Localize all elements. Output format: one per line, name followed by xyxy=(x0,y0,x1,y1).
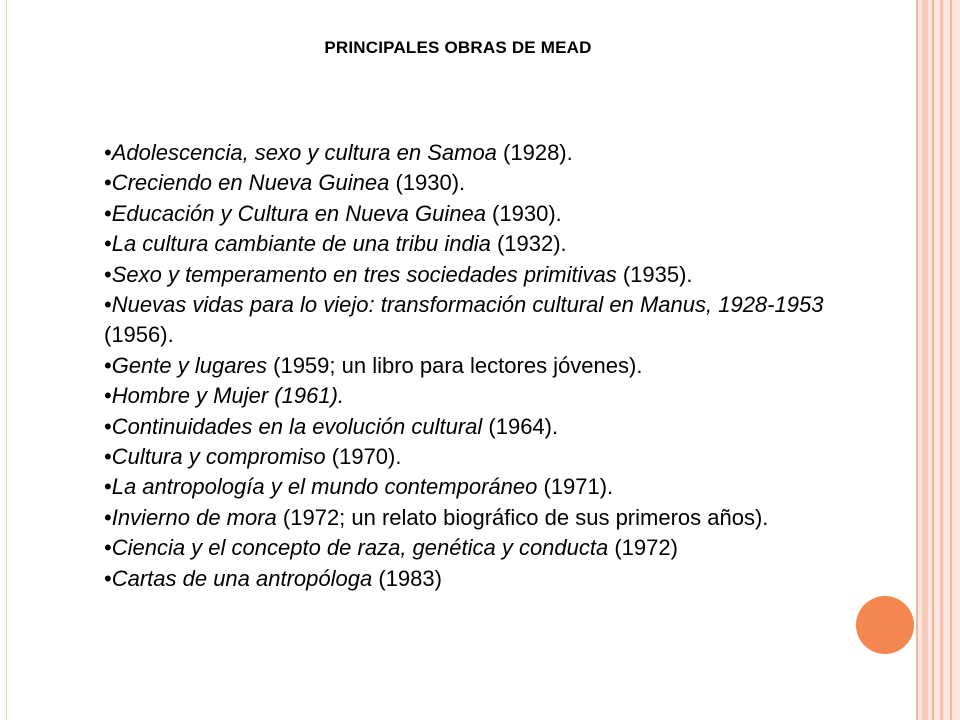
work-item xyxy=(104,229,844,259)
work-details: (1983) xyxy=(372,565,442,591)
work-title: La antropología y el mundo contemporáneo xyxy=(111,474,538,500)
work-details: (1972; un relato biográfico de sus primeros años). xyxy=(276,504,769,530)
work-item xyxy=(104,168,844,198)
work-title: Cartas de una antropóloga xyxy=(111,565,373,591)
works-list xyxy=(104,138,844,594)
work-title: La cultura cambiante de una tribu india xyxy=(111,231,491,257)
work-details: (1930). xyxy=(485,200,562,226)
work-item xyxy=(104,533,844,563)
bullet: • xyxy=(104,383,112,409)
bullet: • xyxy=(104,535,112,561)
decorative-stripe xyxy=(950,0,952,720)
bullet: • xyxy=(104,565,112,591)
work-item xyxy=(104,472,844,502)
decorative-stripe xyxy=(916,0,918,720)
work-title: Hombre y Mujer (1961). xyxy=(111,383,345,409)
work-details: (1935). xyxy=(616,261,693,287)
bullet: • xyxy=(104,261,112,287)
work-item xyxy=(104,260,844,290)
decorative-stripe xyxy=(940,0,943,720)
work-title: Invierno de mora xyxy=(111,504,277,530)
bullet: • xyxy=(104,292,112,318)
work-details: (1970). xyxy=(325,444,402,470)
bullet: • xyxy=(104,474,112,500)
decorative-stripe xyxy=(922,0,928,720)
work-item xyxy=(104,199,844,229)
work-item xyxy=(104,412,844,442)
bullet: • xyxy=(104,504,112,530)
bullet: • xyxy=(104,170,112,196)
decorative-stripe xyxy=(932,0,934,720)
work-title: Adolescencia, sexo y cultura en Samoa xyxy=(111,140,497,165)
work-item xyxy=(104,290,844,351)
work-title: Continuidades en la evolución cultural xyxy=(111,413,483,439)
work-item xyxy=(104,503,844,533)
orange-circle-decoration xyxy=(856,596,914,654)
work-title: Gente y lugares xyxy=(111,352,268,378)
work-details: (1972) xyxy=(608,535,678,561)
work-item xyxy=(104,381,844,411)
bullet: • xyxy=(104,200,112,226)
bullet: • xyxy=(104,140,112,165)
work-item xyxy=(104,138,844,168)
left-border-line xyxy=(6,0,7,720)
work-title: Nuevas vidas para lo viejo: transformación cultural en Manus, 1928-1953 xyxy=(111,292,824,318)
bullet: • xyxy=(104,444,112,470)
work-details: (1971). xyxy=(537,474,614,500)
work-details: (1928). xyxy=(496,140,573,165)
work-title: Cultura y compromiso xyxy=(111,444,326,470)
work-title: Sexo y temperamento en tres sociedades primitivas xyxy=(111,261,617,287)
work-details: (1964). xyxy=(482,413,559,439)
bullet: • xyxy=(104,413,112,439)
work-details: (1930). xyxy=(389,170,466,196)
slide-title: PRINCIPALES OBRAS DE MEAD xyxy=(324,38,592,57)
bullet: • xyxy=(104,352,112,378)
work-details: (1959; un libro para lectores jóvenes). xyxy=(267,352,643,378)
work-item xyxy=(104,442,844,472)
bullet: • xyxy=(104,231,112,257)
work-item xyxy=(104,351,844,381)
work-title: Educación y Cultura en Nueva Guinea xyxy=(111,200,486,226)
work-item xyxy=(104,564,844,594)
work-details: (1932). xyxy=(490,231,567,257)
work-title: Creciendo en Nueva Guinea xyxy=(111,170,390,196)
work-title: Ciencia y el concepto de raza, genética y conducta xyxy=(111,535,609,561)
work-details: (1956). xyxy=(104,322,174,348)
